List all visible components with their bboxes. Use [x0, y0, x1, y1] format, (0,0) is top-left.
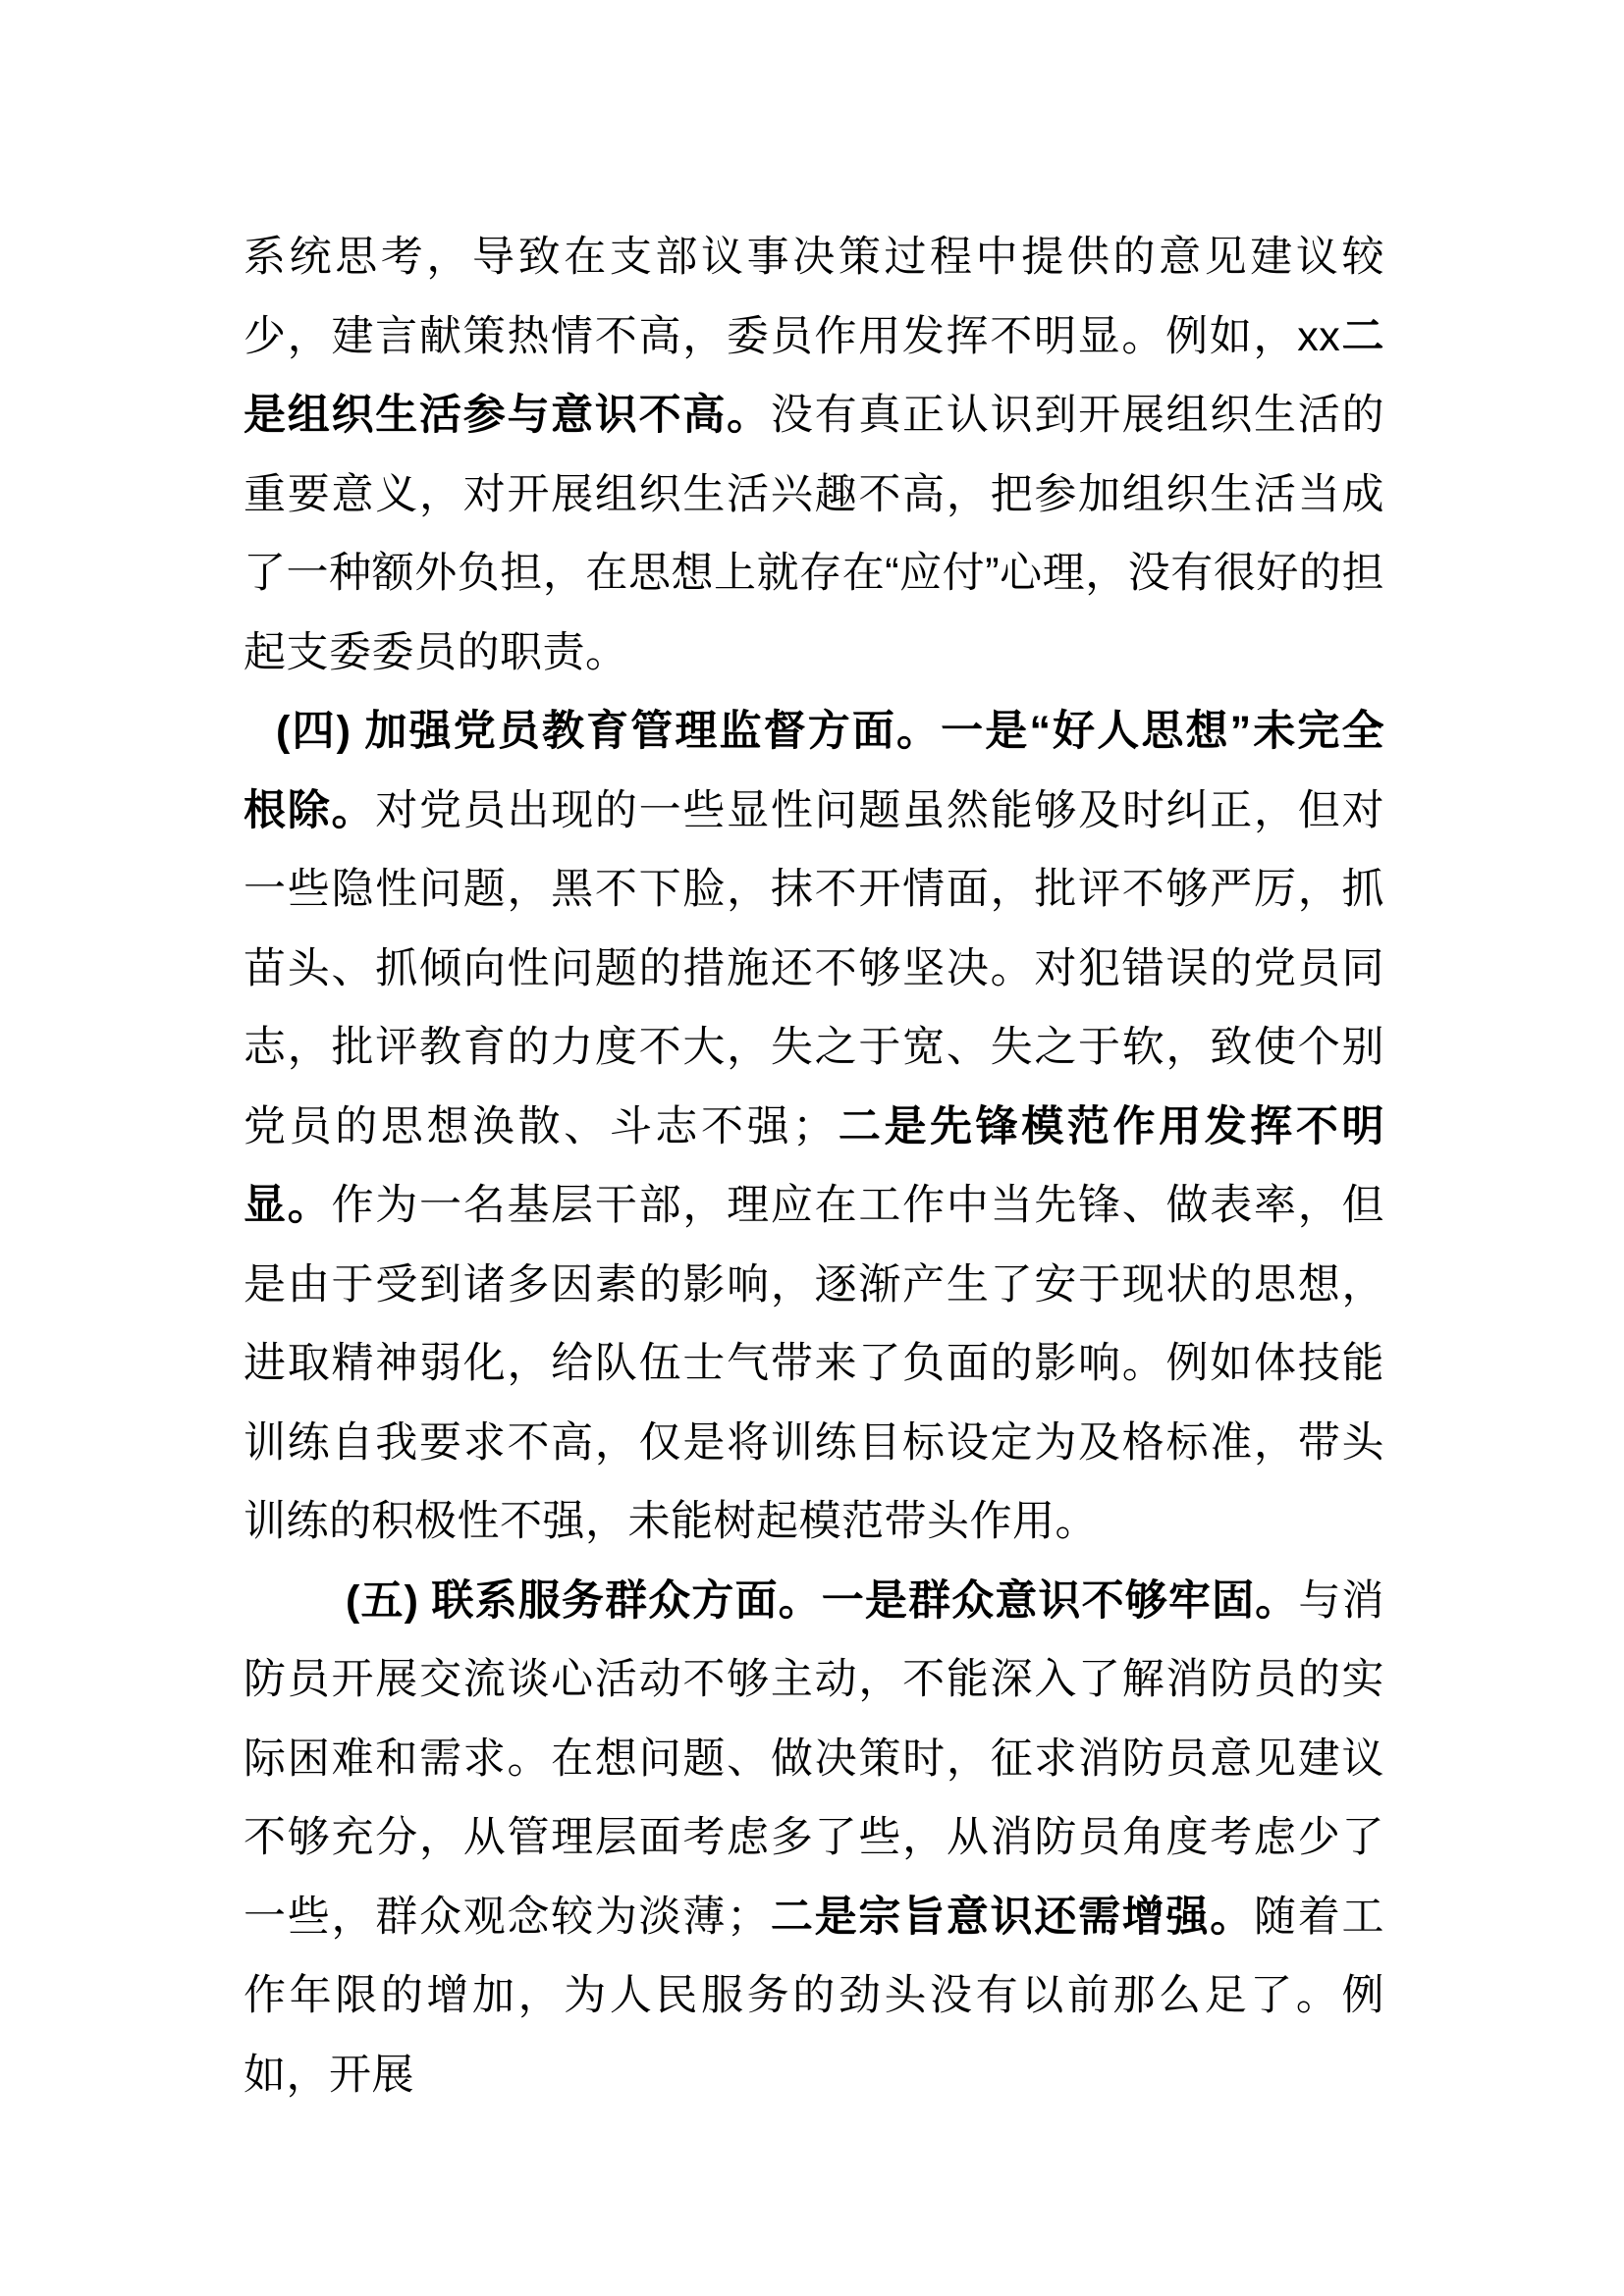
text-run-bold: (四) 加强党员教育管理监督方面。一是“好人思想”未完全根除。 — [244, 708, 1384, 834]
text-run: 系统思考，导致在支部议事决策过程中提供的意见建议较少，建言献策热情不高，委员作用发挥不明显。例如，xx — [244, 234, 1384, 360]
text-run-bold: 二是先锋模范作用发挥不明显。 — [244, 1102, 1384, 1229]
paragraph — [244, 218, 1384, 692]
paragraph — [244, 1562, 1384, 2115]
text-run: 对党员出现的一些显性问题虽然能够及时纠正，但对一些隐性问题，黑不下脸，抹不开情面，批评不够严厉，抓苗头、抓倾向性问题的措施还不够坚决。对犯错误的党员同志，批评教育的力度不大，失之于宽、失之于软，致使个别党员的思想涣散、斗志不强； — [244, 786, 1385, 1150]
text-run-bold: 二是宗旨意识还需增强。 — [769, 1893, 1255, 1941]
paragraph — [244, 692, 1384, 1562]
text-run: 与消防员开展交流谈心活动不够主动，不能深入了解消防员的实际困难和需求。在想问题、做决策时，征求消防员意见建议不够充分，从管理层面考虑多了些，从消防员角度考虑少了一些，群众观念较为淡薄； — [244, 1576, 1385, 1941]
text-run: 作为一名基层干部，理应在工作中当先锋、做表率，但是由于受到诸多因素的影响，逐渐产生了安于现状的思想，进取精神弱化，给队伍士气带来了负面的影响。例如体技能训练自我要求不高，仅是将训练目标设定为及格标准，带头训练的积极性不强，未能树起模范带头作用。 — [244, 1182, 1385, 1545]
document-body — [244, 218, 1384, 2114]
text-run: 没有真正认识到开展组织生活的重要意义，对开展组织生活兴趣不高，把参加组织生活当成了一种额外负担，在思想上就存在“应付”心理，没有很好的担起支委委员的职责。 — [244, 392, 1385, 676]
text-run: 随着工作年限的增加，为人民服务的劲头没有以前那么足了。例如，开展 — [244, 1893, 1385, 2099]
text-run-bold: 二是组织生活参与意识不高。 — [244, 312, 1385, 439]
text-run-bold: (五) 联系服务群众方面。一是群众意识不够牢固。 — [346, 1576, 1299, 1625]
